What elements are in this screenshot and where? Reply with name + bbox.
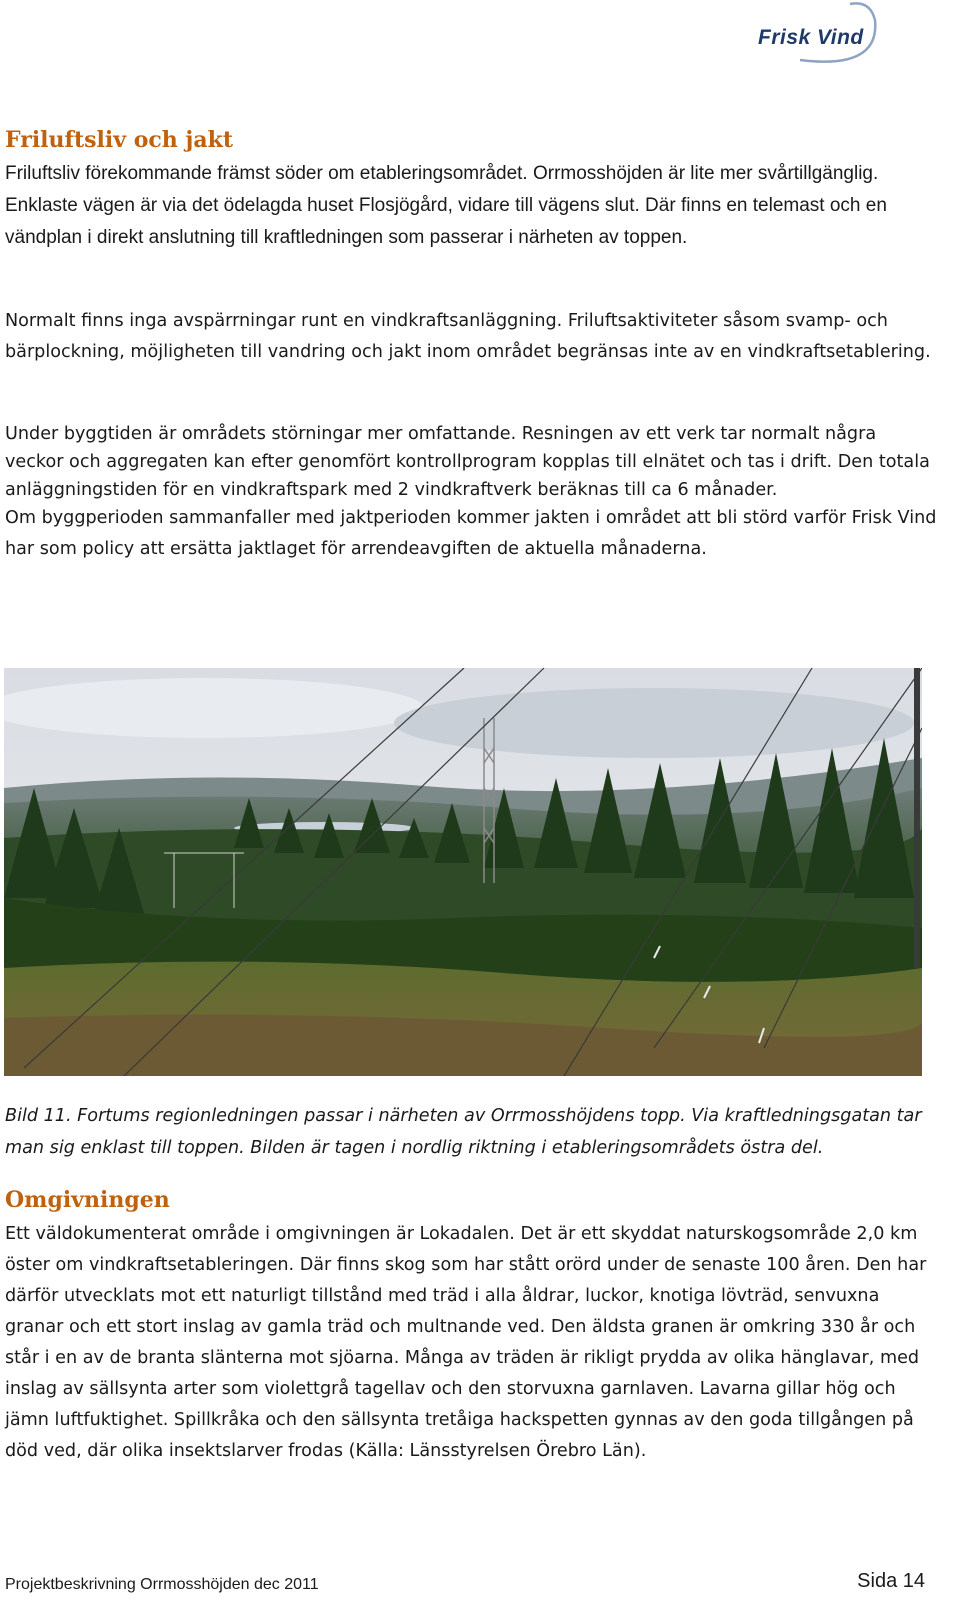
company-logo [740, 0, 940, 70]
paragraph-omgivningen: Ett väldokumenterat område i omgivningen är Lokadalen. Det är ett skyddat naturskogsområde 2,0 km öster om vindkraftsetableringen. Där finns skog som har stått orörd under de senaste 100 åren. Den har därför utvecklats mot ett naturligt tillstånd med träd i alla åldrar, luckor, knotiga lövträd, senvuxna granar och ett stort inslag av gamla träd och multnande ved. Den äldsta granen är omkring 330 år och står i en av de branta slänterna mot sjöarna. Många av träden är rikligt prydda av olika hänglavar, med inslag av sällsynta arter som violettgrå tagellav och den storvuxna garnlaven. Lavarna gillar hög och jämn luftfuktighet. Spillkråka och den sällsynta tretåiga hackspetten gynnas av den goda tillgången på död ved, där olika insektslarver frodas (Källa: Länsstyrelsen Örebro Län). [5, 1224, 927, 1461]
figure-caption: Bild 11. Fortums regionledningen passar i närheten av Orrmosshöjdens topp. Via kraftledningsgatan tar man sig enklast till toppen. Bilden är tagen i nordlig riktning i etableringsområdets östra del. [5, 1106, 922, 1158]
footer-page-number: Sida 14 [857, 1570, 925, 1592]
section-heading-friluftsliv: Friluftsliv och jakt [5, 127, 234, 153]
paragraph-byggtiden: Under byggtiden är områdets störningar mer omfattande. Resningen av ett verk tar normalt några veckor och aggregaten kan efter genomfört kontrollprogram kopplas till elnätet och tas i drift. Den totala anläggningstiden för en vindkraftspark med 2 vindkraftverk beräknas till ca 6 månader. [5, 424, 930, 500]
landscape-photo [4, 668, 922, 1076]
power-line-landscape-image [4, 668, 922, 1076]
paragraph-jaktperioden: Om byggperioden sammanfaller med jaktperioden kommer jakten i området att bli störd varför Frisk Vind har som policy att ersätta jaktlaget för arrendeavgiften de aktuella månaderna. [5, 508, 937, 559]
footer-document-title: Projektbeskrivning Orrmosshöjden dec 2011 [5, 1576, 319, 1593]
section-heading-omgivningen: Omgivningen [5, 1187, 170, 1213]
paragraph-avsparrningar: Normalt finns inga avspärrningar runt en vindkraftsanläggning. Friluftsaktiviteter såsom svamp- och bärplockning, möjligheten till vandring och jakt inom området begränsas inte av en vindkraftsetablering. [5, 311, 931, 362]
paragraph-friluftsliv-intro: Friluftsliv förekommande främst söder om etableringsområdet. Orrmosshöjden är lite mer svårtillgänglig. Enklaste vägen är via det ödelagda huset Flosjögård, vidare till vägens slut. Där finns en telemast och en vändplan i direkt anslutning till kraftledningen som passerar i närheten av toppen. [5, 163, 887, 248]
logo-text: Frisk Vind [758, 26, 864, 49]
